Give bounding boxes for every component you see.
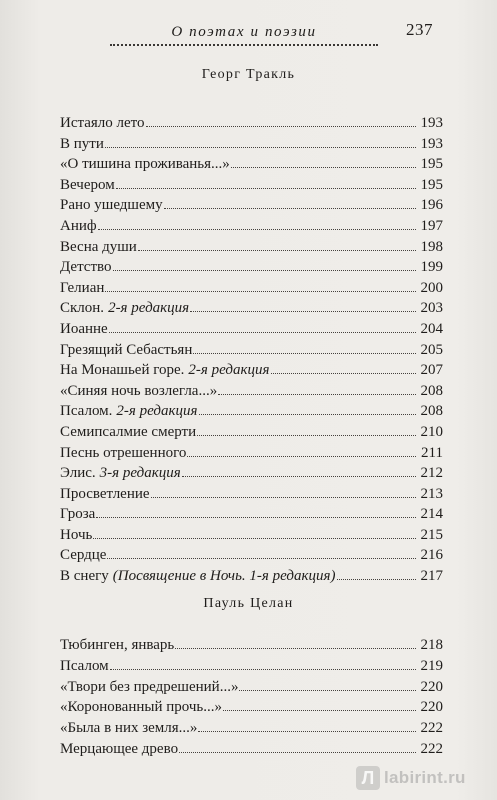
toc-entry-title: Элис. (60, 465, 96, 482)
toc-entry (60, 115, 443, 136)
toc-dot-leader (182, 476, 416, 477)
toc-list-celan (60, 637, 443, 762)
toc-dot-leader (109, 332, 416, 333)
toc-entry (60, 136, 443, 157)
toc-entry-title: Рано ушедшему (60, 197, 163, 214)
toc-entry-page: 203 (420, 300, 443, 317)
toc-entry (60, 465, 443, 486)
toc-entry-title: Псалом (60, 657, 109, 674)
toc-entry-page: 214 (420, 506, 443, 523)
toc-entry-page: 195 (420, 156, 443, 173)
toc-dot-leader (198, 731, 416, 732)
toc-dot-leader (193, 353, 416, 354)
toc-entry-page: 210 (420, 423, 443, 440)
toc-entry-page: 222 (420, 720, 443, 737)
toc-entry-title: На Монашьей горе. (60, 362, 185, 379)
toc-entry-title: «Коронованный прочь...» (60, 699, 223, 716)
toc-entry (60, 383, 443, 404)
toc-entry-page: 205 (420, 341, 443, 358)
toc-entry-title: Грезящий Себастьян (60, 341, 193, 358)
toc-dot-leader (105, 291, 416, 292)
toc-entry-page: 207 (420, 362, 443, 379)
toc-entry (60, 321, 443, 342)
toc-entry (60, 679, 443, 700)
toc-entry-page: 211 (421, 444, 443, 461)
toc-entry-page: 222 (420, 740, 443, 757)
toc-entry-page: 208 (420, 403, 443, 420)
toc-entry-page: 213 (420, 485, 443, 502)
watermark-logo-icon: Л (356, 766, 380, 790)
section-heading-celan: Пауль Целан (203, 596, 294, 611)
toc-dot-leader (151, 497, 416, 498)
toc-entry-page: 216 (420, 547, 443, 564)
toc-entry (60, 527, 443, 548)
toc-dot-leader (239, 690, 416, 691)
section-heading-trakl: Георг Тракль (201, 67, 296, 82)
watermark-text: labirint.ru (384, 768, 466, 787)
toc-entry-page: 212 (420, 465, 443, 482)
toc-entry-title: Сердце (60, 547, 107, 564)
toc-entry (60, 486, 443, 507)
toc-entry-page: 193 (420, 115, 443, 131)
toc-entry (60, 156, 443, 177)
toc-entry (60, 547, 443, 568)
toc-entry-page: 208 (420, 382, 443, 399)
toc-entry-subtitle: 2-я редакция (108, 300, 190, 317)
toc-entry-title: В снегу (60, 568, 109, 585)
toc-entry-title: Детство (60, 259, 112, 276)
toc-entry-page: 218 (420, 637, 443, 653)
toc-entry (60, 637, 443, 658)
toc-entry (60, 699, 443, 720)
toc-entry (60, 568, 443, 589)
running-head (110, 20, 378, 50)
toc-entry-title: Весна души (60, 238, 137, 255)
toc-dot-leader (93, 538, 416, 539)
toc-entry-title: «Твори без предрешений...» (60, 678, 239, 695)
toc-entry-title: Семипсалмие смерти (60, 423, 197, 440)
toc-dot-leader (197, 435, 416, 436)
toc-entry (60, 280, 443, 301)
toc-entry-subtitle: 2-я редакция (116, 403, 198, 420)
toc-entry-page: 219 (420, 657, 443, 674)
toc-entry-subtitle: 2-я редакция (188, 362, 270, 379)
toc-entry-page: 204 (420, 320, 443, 337)
toc-entry-page: 217 (420, 568, 443, 585)
toc-dot-leader (105, 147, 416, 148)
toc-entry-title: «О тишина проживанья...» (60, 156, 230, 173)
toc-entry-title: Тюбинген, январь (60, 637, 175, 653)
toc-dot-leader (223, 710, 416, 711)
toc-entry-page: 193 (420, 135, 443, 152)
toc-entry-page: 200 (420, 279, 443, 296)
toc-entry-title: Песнь отрешенного (60, 444, 187, 461)
toc-entry-title: Аниф (60, 217, 97, 234)
page-number: 237 (406, 20, 433, 39)
toc-entry-title: В пути (60, 135, 104, 152)
toc-entry-title: Иоанне (60, 320, 108, 337)
toc-dot-leader (337, 579, 417, 580)
toc-dot-leader (164, 208, 416, 209)
toc-dot-leader (138, 250, 416, 251)
toc-entry (60, 424, 443, 445)
toc-entry-title: Гелиан (60, 279, 105, 296)
toc-entry (60, 239, 443, 260)
toc-entry (60, 342, 443, 363)
toc-dot-leader (116, 188, 416, 189)
toc-entry-title: Гроза (60, 506, 96, 523)
toc-dot-leader (218, 394, 416, 395)
toc-entry-subtitle: (Посвящение в Ночь. 1-я редакция) (112, 568, 336, 585)
toc-entry (60, 197, 443, 218)
toc-entry-title: Истаяло лето (60, 115, 145, 131)
toc-dot-leader (107, 558, 416, 559)
toc-entry (60, 658, 443, 679)
toc-entry-page: 220 (420, 699, 443, 716)
toc-dot-leader (98, 229, 416, 230)
toc-entry (60, 445, 443, 466)
toc-entry (60, 218, 443, 239)
toc-entry-title: Ночь (60, 526, 93, 543)
toc-entry (60, 177, 443, 198)
toc-dot-leader (231, 167, 416, 168)
toc-entry-title: «Синяя ночь возлегла...» (60, 382, 218, 399)
toc-dot-leader (199, 414, 417, 415)
toc-entry-page: 198 (420, 238, 443, 255)
watermark (356, 762, 497, 792)
toc-entry-title: Мерцающее древо (60, 740, 179, 757)
toc-entry (60, 506, 443, 527)
toc-entry-page: 220 (420, 678, 443, 695)
toc-entry (60, 403, 443, 424)
toc-entry (60, 362, 443, 383)
toc-entry (60, 300, 443, 321)
toc-dot-leader (146, 126, 416, 127)
toc-entry (60, 720, 443, 741)
toc-entry-page: 215 (420, 526, 443, 543)
toc-entry-title: Вечером (60, 176, 115, 193)
running-head-dotted-rule (110, 44, 378, 46)
toc-dot-leader (271, 373, 417, 374)
toc-list-trakl (60, 115, 443, 589)
toc-dot-leader (179, 752, 416, 753)
toc-entry-page: 199 (420, 259, 443, 276)
toc-dot-leader (187, 456, 416, 457)
toc-entry-title: Псалом. (60, 403, 113, 420)
toc-dot-leader (190, 311, 416, 312)
toc-dot-leader (113, 270, 416, 271)
toc-entry-page: 195 (420, 176, 443, 193)
toc-dot-leader (96, 517, 416, 518)
running-head-title: О поэтах и поэзии (171, 24, 317, 40)
toc-entry-title: Просветление (60, 485, 150, 502)
toc-entry (60, 259, 443, 280)
toc-entry (60, 741, 443, 762)
toc-entry-title: Склон. (60, 300, 105, 317)
toc-entry-subtitle: 3-я редакция (99, 465, 181, 482)
toc-dot-leader (175, 648, 416, 649)
toc-dot-leader (110, 669, 416, 670)
toc-entry-title: «Была в них земля...» (60, 720, 198, 737)
toc-entry-page: 196 (420, 197, 443, 214)
toc-entry-page: 197 (420, 217, 443, 234)
